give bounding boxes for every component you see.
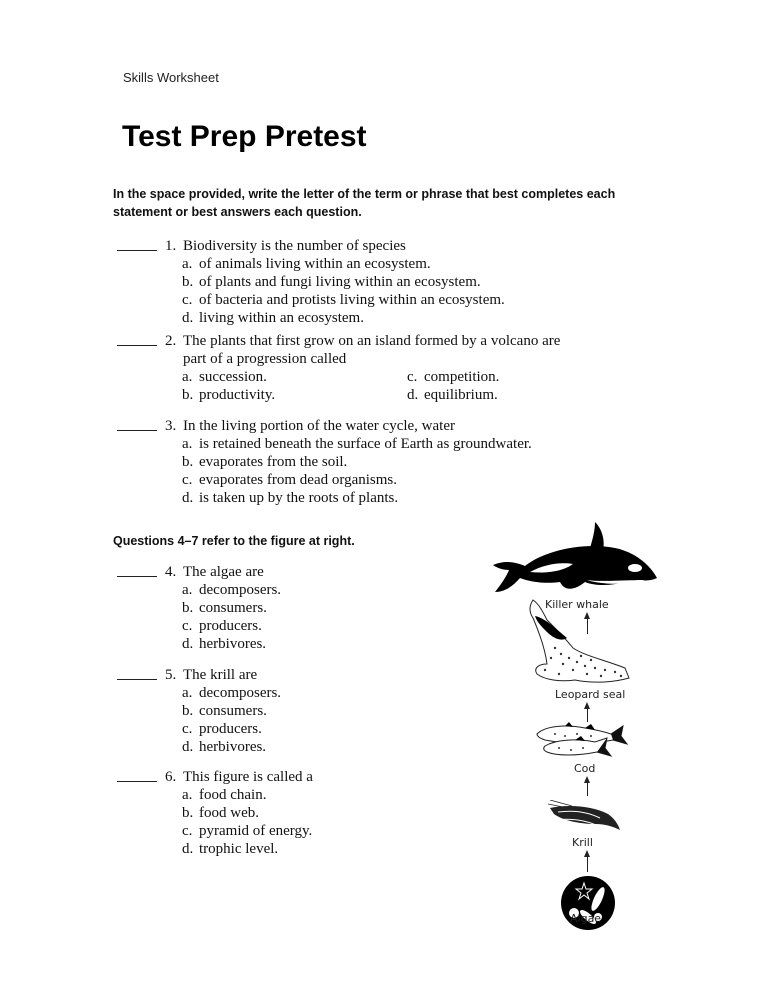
option-text: equilibrium. [424,387,498,403]
options-list [182,581,433,653]
option-b [182,453,583,471]
option-letter: a. [182,436,193,452]
option-d [182,489,583,507]
question-stem: The algae are [183,564,264,580]
option-text: producers. [199,618,262,634]
option-letter: b. [182,454,194,470]
option-text: pyramid of energy. [199,823,313,839]
option-d [182,738,433,756]
cod-illustration [535,722,630,762]
option-letter: c. [182,721,193,737]
label-leopard-seal: Leopard seal [555,688,626,701]
option-c [182,471,583,489]
option-letter: c. [182,618,193,634]
option-b [182,599,433,617]
question-number: 6. [165,769,177,785]
page-title: Test Prep Pretest [122,120,367,153]
arrow-up-icon [587,708,588,722]
option-letter: b. [182,600,194,616]
option-letter: d. [182,841,194,857]
option-letter: b. [182,805,194,821]
option-letter: d. [182,490,194,506]
option-letter: b. [182,387,194,403]
option-text: decomposers. [199,582,282,598]
question-stem: The plants that first grow on an island formed by a volcano are part of a progression called [183,333,561,367]
option-text: is retained beneath the surface of Earth as groundwater. [199,436,532,452]
answer-blank-5[interactable] [117,666,157,680]
label-cod: Cod [574,762,596,775]
worksheet-eyebrow: Skills Worksheet [123,70,219,85]
option-letter: a. [182,787,193,803]
question-1 [117,237,543,327]
option-letter: d. [182,636,194,652]
food-chain-figure [480,520,670,930]
question-3 [117,417,583,507]
arrow-up-icon [587,856,588,872]
option-text: living within an ecosystem. [199,310,364,326]
options-list [182,255,543,327]
question-stem: The krill are [183,667,258,683]
option-letter: a. [182,369,193,385]
option-letter: c. [407,369,418,385]
question-stem: Biodiversity is the number of species [183,238,406,254]
option-a [182,581,433,599]
label-krill: Krill [572,836,593,849]
label-algae: Algae [570,912,602,925]
answer-blank-2[interactable] [117,332,157,346]
option-letter: a. [182,256,193,272]
question-2 [117,332,607,404]
question-stem: In the living portion of the water cycle, water [183,418,455,434]
option-text: consumers. [199,703,267,719]
option-text: trophic level. [199,841,279,857]
option-text: food web. [199,805,259,821]
option-text: succession. [199,369,267,385]
option-a [182,684,433,702]
option-text: of bacteria and protists living within an ecosystem. [199,292,505,308]
option-letter: d. [182,739,194,755]
option-letter: b. [182,703,194,719]
option-text: of animals living within an ecosystem. [199,256,431,272]
option-b [182,702,433,720]
option-c [182,291,543,309]
option-text: producers. [199,721,262,737]
option-c [407,368,607,386]
question-number: 1. [165,238,177,254]
option-c [182,720,433,738]
option-b [182,386,407,404]
option-a [182,435,583,453]
answer-blank-4[interactable] [117,563,157,577]
option-b [182,273,543,291]
option-c [182,617,433,635]
option-a [182,786,433,804]
option-a [182,368,407,386]
label-killer-whale: Killer whale [545,598,609,611]
option-letter: a. [182,582,193,598]
answer-blank-6[interactable] [117,768,157,782]
option-text: herbivores. [199,739,267,755]
question-number: 2. [165,333,177,349]
option-text: herbivores. [199,636,267,652]
answer-blank-3[interactable] [117,417,157,431]
option-b [182,804,433,822]
option-text: consumers. [199,600,267,616]
question-4 [117,563,433,653]
option-letter: a. [182,685,193,701]
question-6 [117,768,433,858]
option-c [182,822,433,840]
option-d [182,635,433,653]
option-letter: d. [407,387,419,403]
question-5 [117,666,433,756]
killer-whale-illustration [485,520,660,595]
option-letter: c. [182,472,193,488]
option-text: food chain. [199,787,267,803]
option-text: evaporates from dead organisms. [199,472,397,488]
instructions: In the space provided, write the letter of the term or phrase that best completes each statement or best answers each question. [113,187,616,219]
options-list [182,435,583,507]
arrow-up-icon [587,782,588,796]
option-text: productivity. [199,387,276,403]
option-text: competition. [424,369,500,385]
option-text: is taken up by the roots of plants. [199,490,399,506]
option-d [407,386,607,404]
option-letter: b. [182,274,194,290]
section-note: Questions 4–7 refer to the figure at right. [113,534,355,548]
krill-illustration [548,800,623,835]
option-a [182,255,543,273]
options-list [182,786,433,858]
option-d [182,840,433,858]
option-text: decomposers. [199,685,282,701]
option-letter: c. [182,292,193,308]
option-text: of plants and fungi living within an ecosystem. [199,274,481,290]
option-letter: c. [182,823,193,839]
options-grid [182,368,607,404]
leopard-seal-illustration [525,598,635,688]
option-d [182,309,543,327]
option-letter: d. [182,310,194,326]
question-stem: This figure is called a [183,769,313,785]
answer-blank-1[interactable] [117,237,157,251]
question-number: 5. [165,667,177,683]
option-text: evaporates from the soil. [199,454,348,470]
question-number: 4. [165,564,177,580]
options-list [182,684,433,756]
question-number: 3. [165,418,177,434]
